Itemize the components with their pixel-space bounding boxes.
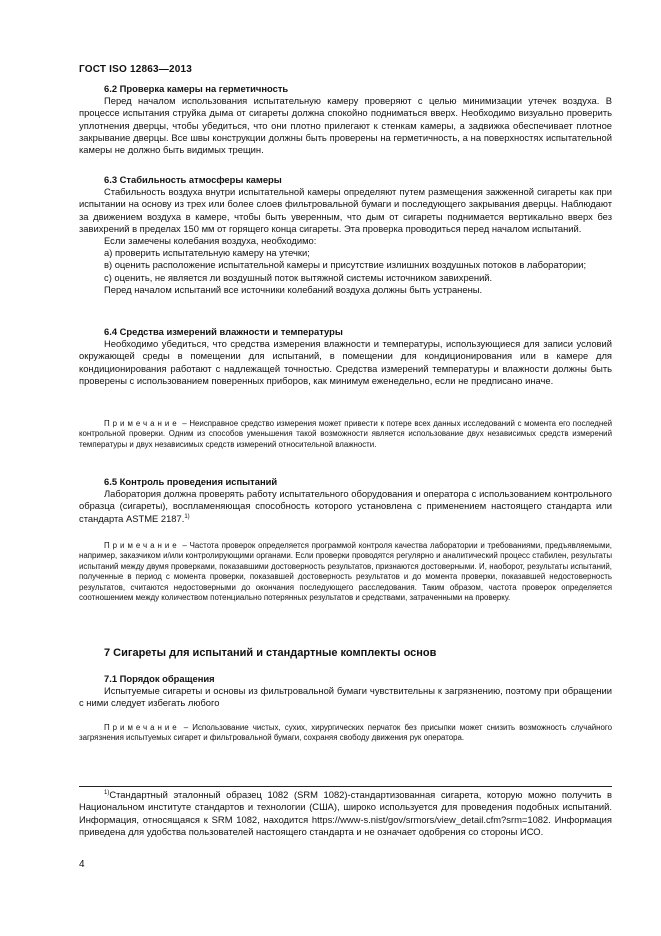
note-text: – Неисправное средство измерения может привести к потере всех данных исследований с момента его последней контрольной проверки. Одним из способов уменьшения такой возможности является использование двух независимых средств измерений температуры и двух независимых средств измерений относительной влажности. [79,419,612,449]
list-item: с) оценить, не является ли воздушный поток вытяжной системы источником завихрений. [104,271,493,283]
note-6-5 [79,541,612,603]
note-label: Примечание [104,723,180,732]
section-title: 6.4 Средства измерений влажности и температуры [104,326,343,337]
list-item: в) оценить расположение испытательной камеры и присутствие излишних воздушных потоков в лаборатории; [104,259,587,271]
paragraph: Необходимо убедиться, что средства измерения влажности и температуры, использующиеся для записи условий окружающей среды в помещении для испытаний, в помещении для кондиционирования или в камере для кондиционирования работают с надлежащей точностью. Средства измерений температуры и влажности должны быть проверены с использованием поверенных приборов, как минимум еженедельно, если не предписано иначе. [79,338,612,386]
note-text: – Использование чистых, сухих, хирургических перчаток без присыпки может снизить возможность случайного загрязнения испытуемых сигарет и фильтровальной бумаги, сохраняя свободу движения рук оператора. [79,723,612,743]
paragraph: Лаборатория должна проверять работу испытательного оборудования и оператора с использованием контрольного образца (сигареты), воспламеняющая способность которого установлена с применением настоящего стандарта или стандарта ASTME 2187. [79,488,612,524]
section-6-3 [79,174,612,296]
paragraph: Испытуемые сигареты и основы из фильтровальной бумаги чувствительны к загрязнению, поэтому при обращении с ними следует избегать любого [79,685,612,709]
paragraph: Перед началом использования испытательную камеру проверяют с целью минимизации утечек воздуха. В процессе испытания струйка дыма от сигареты должна спокойно подниматься вверх. Необходимо визуально проверить уплотнения дверцы, чтобы убедиться, что они плотно прилегают к стенкам камеры, а задвижка обеспечивает плотное закрывание дверцы. Все швы конструкции должны быть проверены на герметичность, а на поверхностях испытательной камеры не должно быть видимых трещин. [79,95,612,156]
paragraph: Если замечены колебания воздуха, необходимо: [104,235,317,247]
section-7-1 [79,673,612,710]
footnote-text: Стандартный эталонный образец 1082 (SRM 1082)-стандартизованная сигарета, которую можно получить в Национальном институте стандартов и технологии (США), широко используется для проведения подобных испытаний. Информация, относящаяся к SRM 1082, находится https://www-s.nist/gov/srmors/view_detail.cfm?srm=1082. Информация приведена для удобства пользователей настоящего стандарта и не означает одобрения со стороны ИСО. [79,789,612,838]
note-6-4 [79,419,612,450]
section-title: 7 Сигареты для испытаний и стандартные комплекты основ [104,647,437,659]
document-header: ГОСТ ISO 12863—2013 [79,64,193,75]
page-number: 4 [79,859,85,870]
section-6-2 [79,83,612,156]
paragraph: Перед началом испытаний все источники колебаний воздуха должны быть устранены. [104,283,483,295]
footnote [79,789,612,839]
note-label: Примечание [104,419,180,428]
list-item: а) проверить испытательную камеру на утечки; [104,247,310,259]
section-7 [79,647,612,659]
paragraph: Стабильность воздуха внутри испытательной камеры определяют путем размещения зажженной сигареты как при испытании на основу из трех или более слоев фильтровальной бумаги и последующего закрывания дверцы. Наблюдают за движением воздуха в камере, чтобы быть уверенным, что дым от сигареты поднимается вертикально вверх без завихрений в пределах 150 мм от горящего конца сигареты. Эта проверка проводиться перед началом испытаний. [79,186,612,234]
footnote-divider [79,786,612,787]
section-title: 6.5 Контроль проведения испытаний [104,476,278,487]
note-label: Примечание [104,541,180,550]
note-7-1 [79,723,612,744]
footnote-mark: 1) [104,789,110,796]
section-title: 6.2 Проверка камеры на герметичность [104,83,289,94]
section-title: 6.3 Стабильность атмосферы камеры [104,174,282,185]
footnote-ref: 1) [184,513,190,520]
subsection-title: 7.1 Порядок обращения [104,673,215,684]
section-6-5 [79,476,612,525]
note-text: – Частота проверок определяется программой контроля качества лаборатории и требованиями, предъявляемыми, например, заказчиком и/или контролирующими органами. Если проверки проводятся регулярно и аналитический процесс стабилен, результаты испытаний между двумя проверками, показавшими достоверность результатов, признаются достоверными. И, наоборот, результаты испытаний, полученные в период с момента проверки, показавшей достоверность результатов и до момента проверки, показавшей недостоверность результатов, считаются недостоверными до окончания последующего расследования. Таким образом, частота проверок определяется соотношением между количеством потенциально потерянных результатов и средствами, затраченными на проверку. [79,541,612,603]
section-6-4 [79,326,612,387]
